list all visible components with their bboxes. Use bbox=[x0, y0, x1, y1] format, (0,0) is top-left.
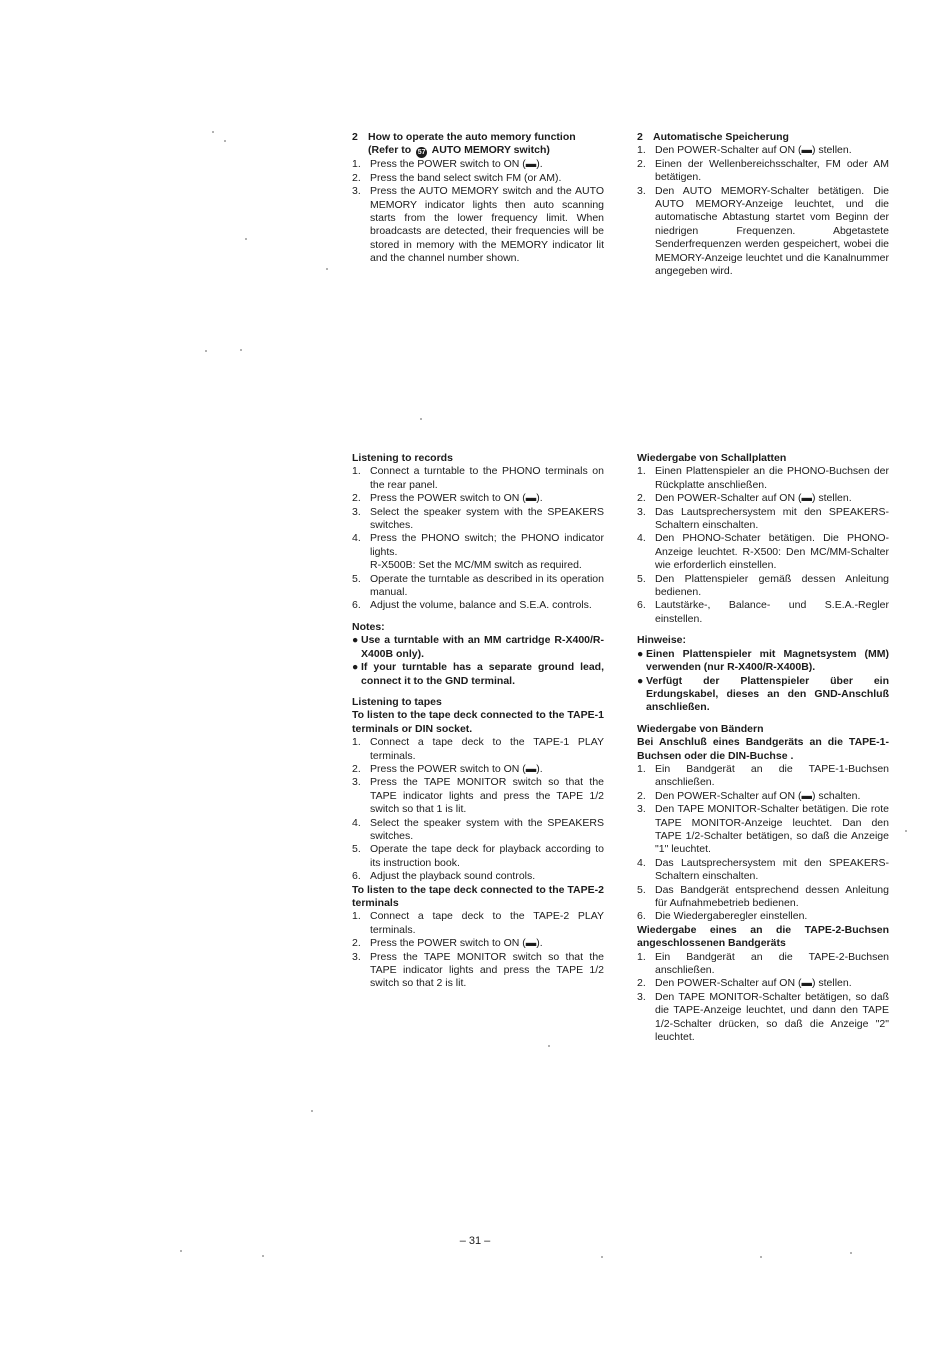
list-item: 2. Press the POWER switch to ON (▬). bbox=[352, 762, 543, 775]
de-notes-heading: Hinweise: bbox=[637, 634, 687, 647]
list-item: 5. Den Plattenspieler gemäß dessen Anleitung bedienen. bbox=[637, 572, 889, 599]
scan-speck bbox=[601, 1256, 603, 1258]
de-auto-memory-section bbox=[637, 131, 889, 278]
list-item: 1. Den POWER-Schalter auf ON (▬) stellen. bbox=[637, 144, 852, 157]
en-records-steps-continued bbox=[352, 573, 604, 613]
heading-number: 2 bbox=[352, 131, 358, 143]
en-tape1-steps bbox=[352, 736, 604, 883]
list-item: 2. Press the band select switch FM (or AM). bbox=[352, 171, 562, 184]
step-note: R-X500B: Set the MC/MM switch as required. bbox=[370, 559, 582, 572]
list-item: 5. Operate the tape deck for playback according to its instruction book. bbox=[352, 843, 604, 869]
list-item: 2. Press the POWER switch to ON (▬). bbox=[352, 492, 543, 505]
en-records-steps bbox=[352, 465, 604, 559]
de-auto-memory-steps bbox=[637, 144, 889, 278]
bullet-icon: ● bbox=[352, 634, 359, 647]
heading-text: Automatische Speicherung bbox=[653, 131, 789, 143]
list-item: 5. Das Bandgerät entsprechend dessen Anleitung für Aufnahmebetrieb bedienen. bbox=[637, 883, 889, 909]
bullet-icon: ● bbox=[352, 661, 359, 674]
scan-speck bbox=[180, 1250, 182, 1252]
list-item: 4. Das Lautsprechersystem mit den SPEAKERS-Schaltern einschalten. bbox=[637, 856, 889, 883]
list-item: 2. Den POWER-Schalter auf ON (▬) stellen. bbox=[637, 492, 852, 505]
en-tape2-steps bbox=[352, 910, 604, 990]
page-number: – 31 – bbox=[459, 1235, 491, 1247]
de-records-tapes-section bbox=[637, 452, 889, 1044]
list-item: 3. Den TAPE MONITOR-Schalter betätigen. Die rote TAPE MONITOR-Anzeige leuchtet. Dan den TAPE 1/2-Schalter betätigen, so daß die Anzeige "1" leuchtet. bbox=[637, 803, 889, 856]
list-item: 3. Press the AUTO MEMORY switch and the AUTO MEMORY indicator lights then auto scanning starts from the lower frequency limit. When broadcasts are detected, their frequencies will be stored in memory with the MEMORY indicator lit and the channel number shown. bbox=[352, 185, 604, 265]
de-tape1-subheading: Bei Anschluß eines Bandgeräts an die TAPE-1-Buchsen oder die DIN-Buchse . bbox=[637, 736, 889, 762]
list-item: ● Einen Plattenspieler mit Magnetsystem (MM) verwenden (nur R-X400/R-X400B). bbox=[637, 647, 889, 674]
scan-speck bbox=[905, 830, 907, 832]
list-item: 1. Connect a tape deck to the TAPE-1 PLAY terminals. bbox=[352, 736, 604, 762]
bullet-icon: ● bbox=[637, 674, 644, 687]
en-tape1-subheading: To listen to the tape deck connected to the TAPE-1 terminals or DIN socket. bbox=[352, 709, 604, 735]
list-item: 4. Den PHONO-Schater betätigen. Die PHONO-Anzeige leuchtet. R-X500: Den MC/MM-Schalter wie erforderlich einstellen. bbox=[637, 532, 889, 572]
en-records-tapes-section bbox=[352, 452, 604, 991]
heading-text: How to operate the auto memory function (Refer to bbox=[368, 131, 576, 157]
list-item: 3. Press the TAPE MONITOR switch so that the TAPE indicator lights and press the TAPE 1/2 switch so that 1 is lit. bbox=[352, 776, 604, 816]
scan-speck bbox=[205, 350, 207, 352]
list-item: ● Use a turntable with an MM cartridge R-X400/R-X400B only). bbox=[352, 634, 604, 660]
heading-number: 2 bbox=[637, 131, 643, 143]
scan-speck bbox=[212, 131, 214, 133]
list-item: ● Verfügt der Plattenspieler über ein Erdungskabel, dieses an den GND-Anschluß anschließen. bbox=[637, 674, 889, 714]
list-item: 5. Operate the turntable as described in its operation manual. bbox=[352, 572, 604, 599]
scan-speck bbox=[326, 268, 328, 270]
list-item: 4. Press the PHONO switch; the PHONO indicator lights. bbox=[352, 532, 604, 558]
de-tapes-heading: Wiedergabe von Bändern bbox=[637, 722, 764, 735]
list-item: 3. Das Lautsprechersystem mit den SPEAKERS-Schaltern einschalten. bbox=[637, 505, 889, 532]
list-item: 1. Press the POWER switch to ON (▬). bbox=[352, 158, 543, 171]
list-item: ● If your turntable has a separate ground lead, connect it to the GND terminal. bbox=[352, 661, 604, 687]
list-item: 2. Press the POWER switch to ON (▬). bbox=[352, 937, 543, 950]
scan-speck bbox=[224, 140, 226, 142]
scan-speck bbox=[548, 1045, 550, 1047]
reference-number-badge: 57 bbox=[417, 149, 426, 157]
list-item: 2. Den POWER-Schalter auf ON (▬) stellen. bbox=[637, 977, 852, 990]
de-tape1-steps bbox=[637, 763, 889, 924]
list-item: 3. Press the TAPE MONITOR switch so that the TAPE indicator lights and press the TAPE 1/2 switch so that 2 is lit. bbox=[352, 950, 604, 990]
en-auto-memory-heading bbox=[352, 131, 604, 158]
scan-speck bbox=[420, 418, 422, 420]
scan-speck bbox=[245, 238, 247, 240]
de-records-steps bbox=[637, 465, 889, 626]
en-notes-list bbox=[352, 634, 604, 688]
list-item: 3. Select the speaker system with the SPEAKERS switches. bbox=[352, 505, 604, 532]
scan-speck bbox=[262, 1255, 264, 1257]
en-tapes-heading: Listening to tapes bbox=[352, 695, 442, 708]
en-tape2-subheading: To listen to the tape deck connected to the TAPE-2 terminals bbox=[352, 883, 604, 909]
list-item: 3. Den TAPE MONITOR-Schalter betätigen, so daß die TAPE-Anzeige leuchtet, und dann den TAPE 1/2-Schalter drücken, so daß die Anzeige "2" leuchtet. bbox=[637, 990, 889, 1044]
list-item: 6. Adjust the playback sound controls. bbox=[352, 870, 536, 883]
list-item: 6. Adjust the volume, balance and S.E.A. controls. bbox=[352, 599, 592, 612]
list-item: 3. Den AUTO MEMORY-Schalter betätigen. Die AUTO MEMORY-Anzeige leuchtet, und die automatische Abtastung startet vom Beginn der niedrigen Frequenzen. Abgetastete Senderfrequenzen werden gespeichert, wobei die MEMORY-Anzeige leuchtet und die Kanalnummer angegeben wird. bbox=[637, 184, 889, 278]
de-records-heading: Wiedergabe von Schallplatten bbox=[637, 452, 787, 464]
en-auto-memory-steps bbox=[352, 158, 604, 265]
scan-speck bbox=[311, 1110, 313, 1112]
list-item: 4. Select the speaker system with the SPEAKERS switches. bbox=[352, 816, 604, 842]
list-item: 1. Ein Bandgerät an die TAPE-1-Buchsen anschließen. bbox=[637, 762, 889, 789]
list-item: 2. Den POWER-Schalter auf ON (▬) schalten. bbox=[637, 789, 861, 802]
list-item: 1. Connect a turntable to the PHONO terminals on the rear panel. bbox=[352, 465, 604, 491]
list-item: 1. Connect a tape deck to the TAPE-2 PLAY terminals. bbox=[352, 910, 604, 936]
de-notes-list bbox=[637, 648, 889, 715]
scan-speck bbox=[850, 1252, 852, 1254]
de-tape2-subheading: Wiedergabe eines an die TAPE-2-Buchsen angeschlossenen Bandgeräts bbox=[637, 923, 889, 950]
list-item: 1. Ein Bandgerät an die TAPE-2-Buchsen anschließen. bbox=[637, 950, 889, 977]
de-auto-memory-heading bbox=[637, 131, 889, 144]
scan-speck bbox=[760, 1256, 762, 1258]
list-item: 1. Einen Plattenspieler an die PHONO-Buchsen der Rückplatte anschließen. bbox=[637, 465, 889, 491]
de-tape2-steps bbox=[637, 951, 889, 1045]
heading-text-end: AUTO MEMORY switch) bbox=[431, 144, 550, 157]
list-item: 2. Einen der Wellenbereichsschalter, FM oder AM betätigen. bbox=[637, 157, 889, 184]
en-auto-memory-section bbox=[352, 131, 604, 266]
bullet-icon: ● bbox=[637, 647, 644, 660]
scan-speck bbox=[240, 349, 242, 351]
list-item: 6. Die Wiedergaberegler einstellen. bbox=[637, 910, 808, 923]
en-notes-heading: Notes: bbox=[352, 620, 385, 633]
en-records-heading: Listening to records bbox=[352, 452, 453, 464]
list-item: 6. Lautstärke-, Balance- und S.E.A.-Regler einstellen. bbox=[637, 599, 889, 625]
